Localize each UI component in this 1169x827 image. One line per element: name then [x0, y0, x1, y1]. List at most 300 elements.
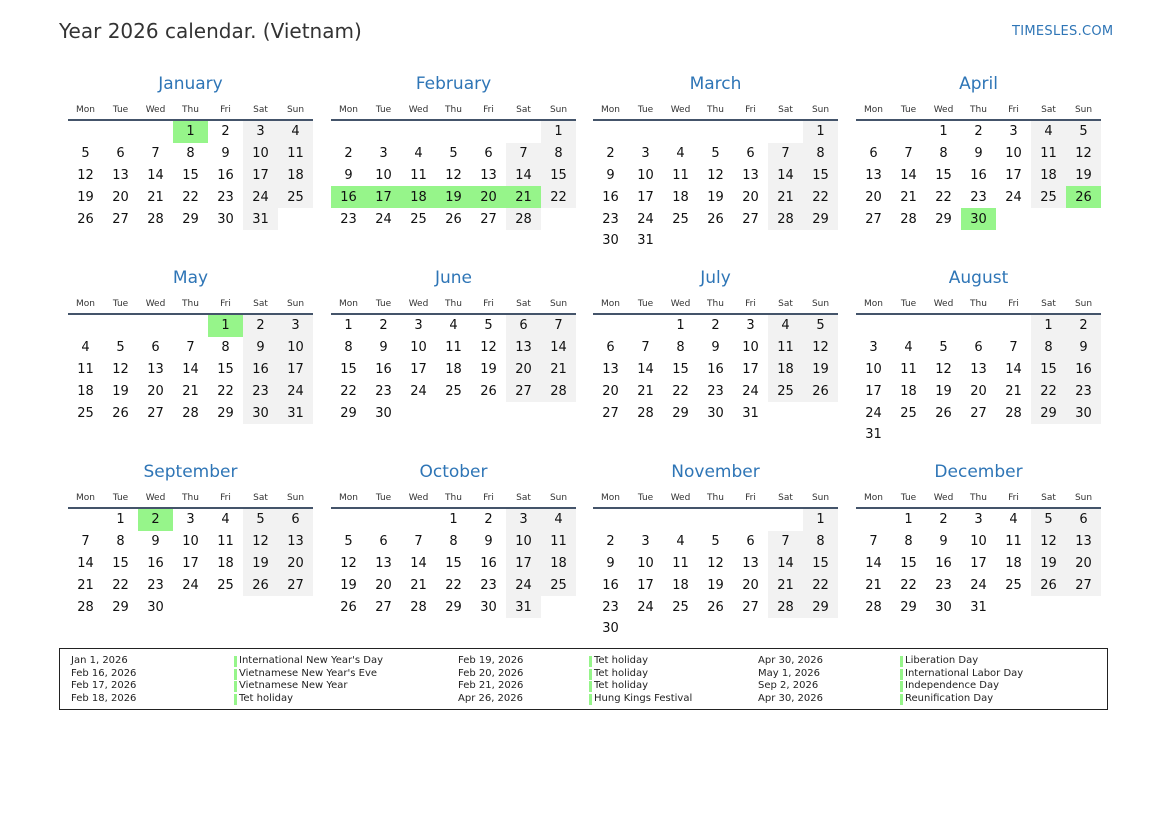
day-cell: 18 [217, 555, 234, 571]
empty-cell [663, 509, 698, 531]
month-name: February [415, 74, 492, 94]
day-cell: 3 [506, 509, 541, 531]
day-cell: 7 [768, 143, 803, 165]
day-cell: 25 [410, 211, 427, 227]
day-cell: 5 [711, 534, 720, 550]
empty-cell [138, 315, 173, 337]
weekday-label: Tue [112, 299, 129, 309]
empty-cell [68, 121, 103, 143]
day-cell: 2 [243, 315, 278, 337]
legend-holiday-name [589, 693, 692, 706]
legend-date: Feb 20, 2026 [458, 667, 524, 679]
day-cell: 6 [484, 146, 493, 162]
day-cell: 9 [484, 534, 493, 550]
day-cell: 20 [742, 577, 759, 593]
holiday-day-cell: 21 [506, 186, 541, 208]
day-cell: 15 [541, 165, 576, 187]
empty-cell [733, 121, 768, 143]
day-grid [856, 121, 1101, 230]
weekday-label: Tue [637, 493, 654, 503]
weekday-label: Fri [745, 493, 756, 503]
day-cell: 2 [379, 318, 388, 334]
day-cell: 23 [217, 189, 234, 205]
weekday-label: Fri [483, 105, 494, 115]
weekday-label: Mon [864, 299, 883, 309]
weekday-label: Wed [933, 493, 954, 503]
day-cell: 28 [1005, 405, 1022, 421]
day-cell: 8 [116, 534, 125, 550]
holiday-marker-icon [234, 656, 237, 667]
day-cell: 19 [243, 553, 278, 575]
weekday-label: Thu [445, 299, 462, 309]
day-cell: 4 [1031, 121, 1066, 143]
day-cell: 2 [939, 512, 948, 528]
month-june [331, 268, 576, 458]
month-may [68, 268, 313, 458]
holiday-marker-icon [589, 669, 592, 680]
holiday-marker-icon [234, 681, 237, 692]
day-cell: 23 [375, 383, 392, 399]
day-cell: 23 [340, 211, 357, 227]
empty-cell [366, 509, 401, 531]
weekday-label: Sat [1041, 105, 1056, 115]
day-cell: 3 [641, 534, 650, 550]
holiday-marker-icon [234, 694, 237, 705]
day-cell: 31 [970, 599, 987, 615]
day-cell: 17 [970, 555, 987, 571]
day-cell: 7 [768, 531, 803, 553]
day-cell: 20 [970, 383, 987, 399]
empty-cell [768, 509, 803, 531]
day-cell: 29 [112, 599, 129, 615]
day-cell: 14 [506, 165, 541, 187]
day-cell: 1 [344, 318, 353, 334]
day-cell: 24 [410, 383, 427, 399]
day-cell: 26 [112, 405, 129, 421]
day-cell: 10 [506, 531, 541, 553]
legend-date: Feb 17, 2026 [71, 680, 137, 692]
weekday-label: Thu [707, 493, 724, 503]
day-cell: 4 [221, 512, 230, 528]
legend-holiday-label: Vietnamese New Year [239, 680, 348, 692]
holiday-day-cell: 16 [331, 186, 366, 208]
month-name: January [158, 74, 223, 94]
day-cell: 3 [243, 121, 278, 143]
day-cell: 12 [707, 167, 724, 183]
weekday-label: Sun [549, 105, 568, 115]
empty-cell [926, 315, 961, 337]
day-cell: 25 [445, 383, 462, 399]
empty-cell [401, 121, 436, 143]
day-cell: 12 [1066, 143, 1101, 165]
empty-cell [996, 315, 1031, 337]
day-cell: 8 [186, 146, 195, 162]
weekday-label: Tue [375, 299, 392, 309]
day-cell: 23 [480, 577, 497, 593]
day-cell: 31 [506, 596, 541, 618]
day-cell: 21 [637, 383, 654, 399]
day-cell: 14 [768, 165, 803, 187]
day-cell: 23 [970, 189, 987, 205]
day-cell: 3 [186, 512, 195, 528]
day-cell: 19 [935, 383, 952, 399]
legend-holiday-name [234, 668, 377, 681]
weekday-label: Thu [970, 299, 987, 309]
day-cell: 1 [803, 121, 838, 143]
day-cell: 31 [243, 208, 278, 230]
holiday-legend [59, 648, 1108, 710]
day-cell: 3 [746, 318, 755, 334]
day-cell: 26 [480, 383, 497, 399]
day-cell: 28 [506, 208, 541, 230]
weekday-label: Tue [112, 105, 129, 115]
weekday-label: Sun [811, 493, 830, 503]
weekday-label: Mon [339, 299, 358, 309]
day-cell: 8 [221, 340, 230, 356]
day-cell: 23 [602, 599, 619, 615]
day-cell: 26 [707, 211, 724, 227]
day-cell: 18 [672, 577, 689, 593]
day-cell: 19 [803, 359, 838, 381]
day-cell: 1 [939, 124, 948, 140]
day-cell: 19 [707, 189, 724, 205]
day-cell: 15 [803, 553, 838, 575]
day-cell: 14 [182, 361, 199, 377]
weekday-label: Tue [375, 493, 392, 503]
legend-holiday-label: Tet holiday [239, 692, 294, 704]
weekday-label: Fri [220, 105, 231, 115]
month-september [68, 462, 313, 652]
holiday-day-cell: 18 [401, 186, 436, 208]
day-cell: 25 [768, 380, 803, 402]
day-cell: 27 [970, 405, 987, 421]
day-cell: 23 [243, 380, 278, 402]
day-cell: 25 [1005, 577, 1022, 593]
day-cell: 7 [81, 534, 90, 550]
day-cell: 22 [803, 186, 838, 208]
day-cell: 11 [672, 555, 689, 571]
empty-cell [698, 121, 733, 143]
weekday-label: Wed [145, 299, 166, 309]
empty-cell [68, 315, 103, 337]
weekday-label: Tue [112, 493, 129, 503]
day-cell: 22 [1031, 380, 1066, 402]
weekday-label: Wed [670, 493, 691, 503]
empty-cell [593, 315, 628, 337]
day-cell: 16 [707, 361, 724, 377]
day-grid [68, 121, 313, 230]
day-cell: 26 [935, 405, 952, 421]
day-cell: 21 [147, 189, 164, 205]
day-cell: 9 [221, 146, 230, 162]
day-cell: 13 [506, 337, 541, 359]
day-cell: 6 [974, 340, 983, 356]
day-cell: 10 [865, 361, 882, 377]
weekday-label: Sat [516, 299, 531, 309]
weekday-header [68, 298, 313, 310]
weekday-label: Mon [601, 493, 620, 503]
legend-holiday-name [589, 668, 648, 681]
day-cell: 22 [340, 383, 357, 399]
day-cell: 11 [1031, 143, 1066, 165]
legend-date: Feb 18, 2026 [71, 692, 137, 704]
day-cell: 12 [243, 531, 278, 553]
empty-cell [103, 121, 138, 143]
weekday-label: Sun [811, 299, 830, 309]
day-cell: 31 [637, 233, 654, 249]
day-cell: 13 [278, 531, 313, 553]
day-cell: 17 [742, 361, 759, 377]
holiday-day-cell: 2 [138, 509, 173, 531]
day-cell: 30 [480, 599, 497, 615]
day-grid [856, 315, 1101, 446]
day-cell: 5 [939, 340, 948, 356]
day-cell: 18 [672, 189, 689, 205]
day-cell: 8 [803, 531, 838, 553]
day-cell: 17 [865, 383, 882, 399]
day-cell: 18 [77, 383, 94, 399]
weekday-label: Sun [286, 493, 305, 503]
weekday-label: Sun [811, 105, 830, 115]
day-cell: 24 [637, 599, 654, 615]
weekday-header [331, 104, 576, 116]
site-link[interactable]: TIMESLES.COM [1012, 24, 1114, 39]
day-cell: 4 [768, 315, 803, 337]
weekday-label: Mon [601, 299, 620, 309]
day-cell: 21 [865, 577, 882, 593]
weekday-label: Fri [1008, 493, 1019, 503]
weekday-header [68, 104, 313, 116]
day-cell: 8 [904, 534, 913, 550]
weekday-label: Tue [900, 299, 917, 309]
day-cell: 1 [1031, 315, 1066, 337]
day-cell: 12 [707, 555, 724, 571]
day-cell: 5 [484, 318, 493, 334]
day-cell: 16 [935, 555, 952, 571]
weekday-label: Sun [1074, 299, 1093, 309]
month-november [593, 462, 838, 652]
day-cell: 16 [375, 361, 392, 377]
day-cell: 6 [116, 146, 125, 162]
day-cell: 26 [77, 211, 94, 227]
weekday-label: Thu [182, 105, 199, 115]
weekday-label: Sat [253, 493, 268, 503]
day-cell: 14 [541, 337, 576, 359]
day-cell: 7 [541, 315, 576, 337]
legend-date: May 1, 2026 [758, 667, 821, 679]
day-cell: 31 [742, 405, 759, 421]
weekday-header [856, 492, 1101, 504]
weekday-label: Fri [220, 493, 231, 503]
day-cell: 24 [1005, 189, 1022, 205]
empty-cell [891, 121, 926, 143]
day-cell: 11 [541, 531, 576, 553]
day-cell: 10 [1005, 146, 1022, 162]
day-cell: 22 [900, 577, 917, 593]
page-title: Year 2026 calendar. (Vietnam) [59, 19, 362, 43]
day-cell: 16 [602, 189, 619, 205]
day-cell: 2 [606, 534, 615, 550]
day-cell: 25 [77, 405, 94, 421]
day-cell: 25 [1031, 186, 1066, 208]
day-cell: 17 [243, 165, 278, 187]
day-cell: 27 [506, 380, 541, 402]
empty-cell [733, 509, 768, 531]
weekday-label: Wed [933, 299, 954, 309]
day-cell: 7 [1009, 340, 1018, 356]
empty-cell [401, 509, 436, 531]
day-cell: 3 [278, 315, 313, 337]
day-cell: 10 [243, 143, 278, 165]
day-cell: 9 [606, 167, 615, 183]
day-cell: 17 [278, 359, 313, 381]
day-cell: 25 [278, 186, 313, 208]
day-cell: 28 [900, 211, 917, 227]
day-cell: 5 [243, 509, 278, 531]
day-cell: 5 [81, 146, 90, 162]
day-cell: 19 [707, 577, 724, 593]
day-cell: 17 [410, 361, 427, 377]
day-cell: 17 [637, 189, 654, 205]
empty-cell [68, 509, 103, 531]
day-cell: 4 [414, 146, 423, 162]
empty-cell [103, 315, 138, 337]
day-cell: 25 [672, 211, 689, 227]
holiday-marker-icon [589, 694, 592, 705]
day-cell: 6 [379, 534, 388, 550]
day-cell: 29 [217, 405, 234, 421]
empty-cell [506, 121, 541, 143]
day-cell: 21 [1005, 383, 1022, 399]
day-cell: 9 [606, 555, 615, 571]
legend-holiday-label: Independence Day [905, 680, 1000, 692]
day-cell: 28 [77, 599, 94, 615]
day-cell: 2 [606, 146, 615, 162]
day-cell: 14 [637, 361, 654, 377]
month-july [593, 268, 838, 458]
day-cell: 7 [506, 143, 541, 165]
weekday-label: Sun [1074, 105, 1093, 115]
empty-cell [856, 315, 891, 337]
day-cell: 17 [1005, 167, 1022, 183]
legend-holiday-label: Liberation Day [905, 655, 979, 666]
day-cell: 29 [672, 405, 689, 421]
day-cell: 11 [900, 361, 917, 377]
weekday-label: Sat [253, 105, 268, 115]
day-cell: 22 [182, 189, 199, 205]
day-cell: 29 [445, 599, 462, 615]
weekday-label: Fri [220, 299, 231, 309]
month-december [856, 462, 1101, 652]
day-cell: 24 [506, 574, 541, 596]
day-cell: 13 [970, 361, 987, 377]
day-cell: 13 [375, 555, 392, 571]
day-cell: 14 [1005, 361, 1022, 377]
day-cell: 17 [637, 577, 654, 593]
day-cell: 5 [1031, 509, 1066, 531]
day-cell: 20 [278, 553, 313, 575]
empty-cell [138, 121, 173, 143]
day-cell: 20 [112, 189, 129, 205]
weekday-label: Wed [408, 105, 429, 115]
empty-cell [961, 315, 996, 337]
day-cell: 2 [974, 124, 983, 140]
weekday-label: Tue [637, 299, 654, 309]
day-cell: 12 [480, 340, 497, 356]
day-cell: 22 [541, 186, 576, 208]
legend-holiday-name [234, 693, 293, 706]
day-cell: 22 [445, 577, 462, 593]
month-name: November [671, 462, 760, 482]
holiday-marker-icon [900, 656, 903, 667]
day-cell: 13 [112, 167, 129, 183]
holiday-day-cell: 26 [1066, 186, 1101, 208]
holiday-day-cell: 17 [366, 186, 401, 208]
day-cell: 3 [869, 340, 878, 356]
legend-holiday-name [589, 655, 648, 668]
day-cell: 11 [768, 337, 803, 359]
empty-cell [331, 509, 366, 531]
legend-date: Feb 16, 2026 [71, 667, 137, 679]
day-cell: 6 [1066, 509, 1101, 531]
weekday-label: Fri [745, 299, 756, 309]
day-cell: 15 [1031, 359, 1066, 381]
day-cell: 27 [147, 405, 164, 421]
weekday-label: Sun [286, 299, 305, 309]
legend-date: Jan 1, 2026 [71, 655, 128, 666]
weekday-label: Thu [970, 493, 987, 503]
day-cell: 12 [445, 167, 462, 183]
day-cell: 23 [935, 577, 952, 593]
day-cell: 16 [217, 167, 234, 183]
holiday-day-cell: 19 [436, 186, 471, 208]
day-cell: 15 [803, 165, 838, 187]
day-cell: 28 [410, 599, 427, 615]
day-cell: 23 [147, 577, 164, 593]
day-cell: 1 [676, 318, 685, 334]
day-cell: 16 [970, 167, 987, 183]
weekday-label: Sat [1041, 299, 1056, 309]
legend-holiday-label: Tet holiday [594, 655, 649, 666]
day-cell: 12 [935, 361, 952, 377]
weekday-label: Thu [182, 299, 199, 309]
day-cell: 18 [768, 359, 803, 381]
empty-cell [856, 121, 891, 143]
day-cell: 29 [340, 405, 357, 421]
empty-cell [436, 121, 471, 143]
day-cell: 27 [112, 211, 129, 227]
day-cell: 16 [147, 555, 164, 571]
weekday-header [593, 298, 838, 310]
month-name: March [689, 74, 742, 94]
day-cell: 30 [147, 599, 164, 615]
month-name: April [959, 74, 998, 94]
weekday-label: Wed [408, 299, 429, 309]
legend-holiday-label: Hung Kings Festival [594, 692, 693, 704]
day-cell: 23 [1066, 380, 1101, 402]
holiday-day-cell: 1 [173, 121, 208, 143]
day-cell: 6 [151, 340, 160, 356]
day-cell: 15 [935, 167, 952, 183]
legend-holiday-label: International New Year's Day [239, 655, 384, 666]
day-grid [331, 315, 576, 424]
day-cell: 14 [865, 555, 882, 571]
day-cell: 10 [742, 340, 759, 356]
day-cell: 8 [541, 143, 576, 165]
weekday-label: Sat [778, 299, 793, 309]
day-cell: 30 [935, 599, 952, 615]
day-grid [68, 315, 313, 424]
